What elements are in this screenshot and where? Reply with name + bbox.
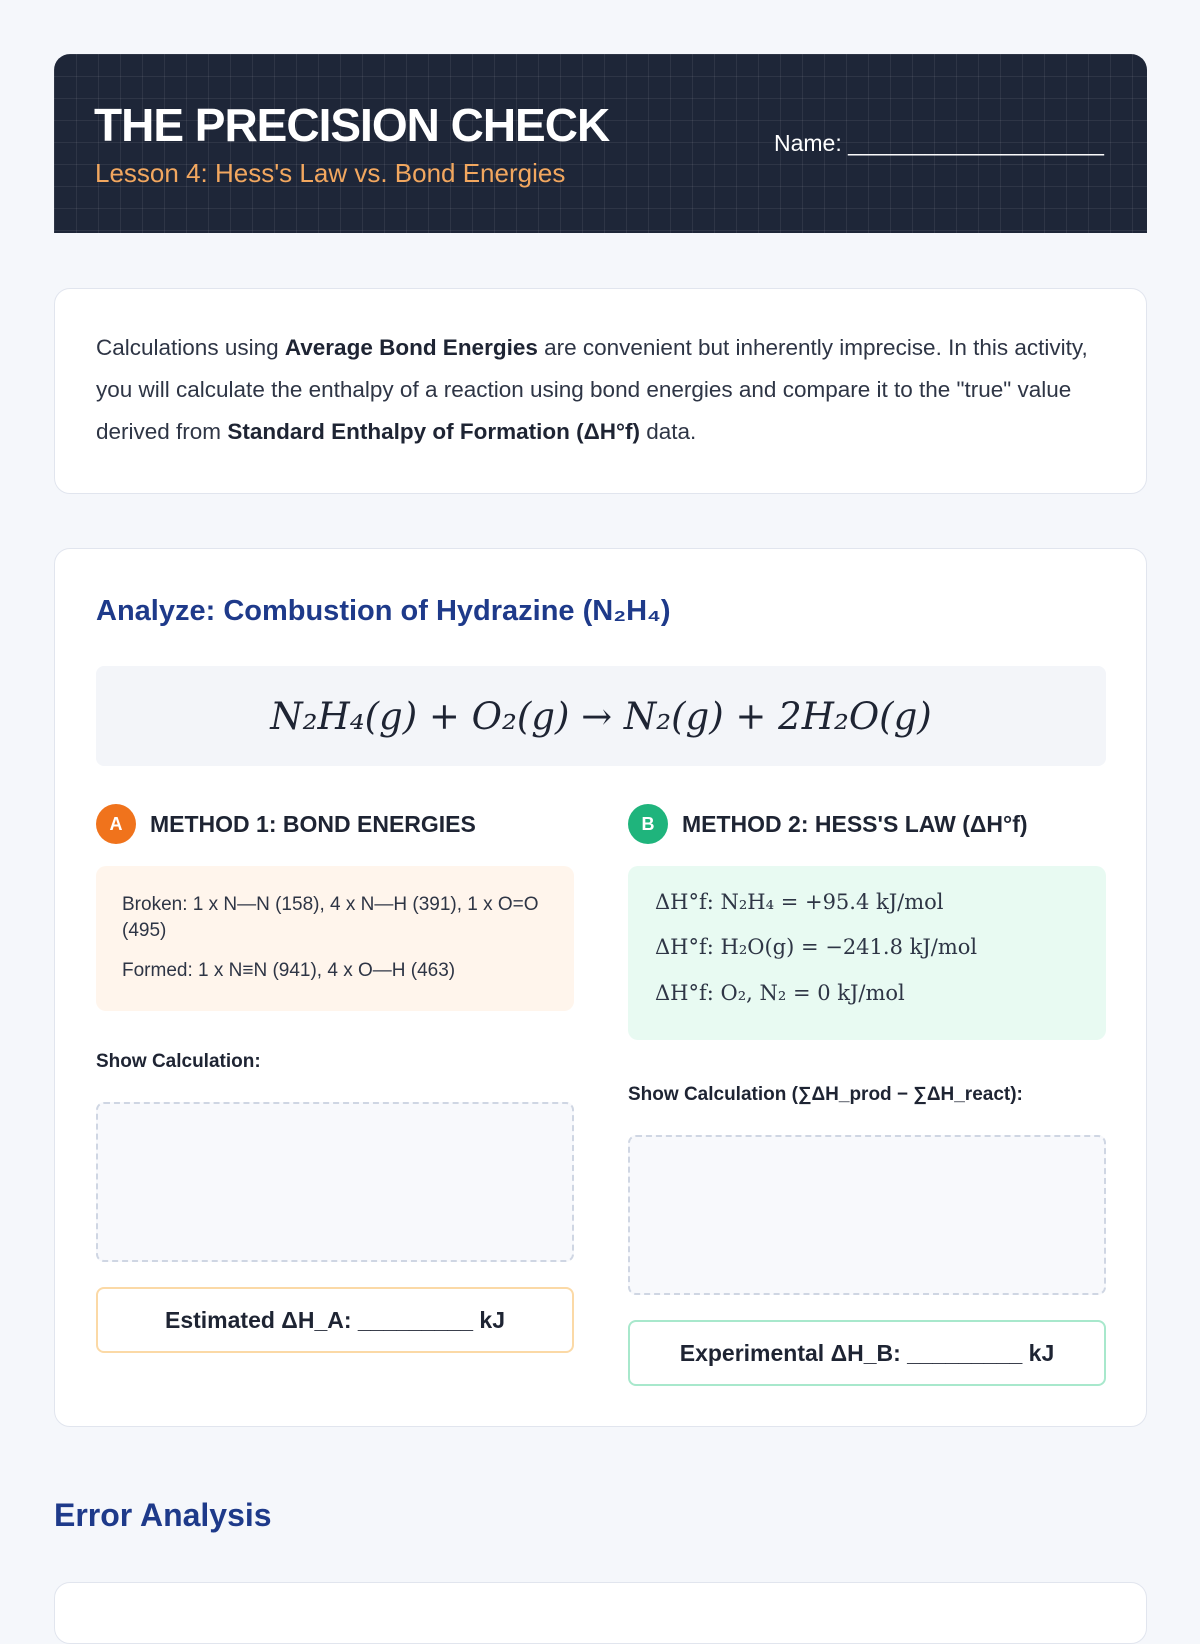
bond-data-box bbox=[96, 866, 574, 1011]
name-field[interactable]: Name: ____________________ bbox=[774, 130, 1104, 156]
lesson-subtitle: Lesson 4: Hess's Law vs. Bond Energies bbox=[95, 158, 566, 188]
error-analysis-heading: Error Analysis bbox=[54, 1497, 272, 1533]
formation-line: ΔH°f: H₂O(g) = −241.8 kJ/mol bbox=[655, 935, 978, 959]
calculation-area-a[interactable] bbox=[96, 1102, 574, 1262]
analyze-card bbox=[54, 548, 1147, 1427]
estimated-answer-box[interactable]: Estimated ΔH_A: _________ kJ bbox=[96, 1287, 574, 1353]
error-analysis-card bbox=[54, 1582, 1147, 1644]
method-a-column bbox=[96, 804, 574, 1333]
calculation-area-b[interactable] bbox=[628, 1135, 1106, 1295]
method-a-badge: A bbox=[96, 804, 136, 844]
method-b-badge: B bbox=[628, 804, 668, 844]
experimental-answer-box[interactable]: Experimental ΔH_B: _________ kJ bbox=[628, 1320, 1106, 1386]
formation-line: ΔH°f: N₂H₄ = +95.4 kJ/mol bbox=[655, 890, 944, 914]
formation-line: ΔH°f: O₂, N₂ = 0 kJ/mol bbox=[655, 981, 905, 1005]
analyze-heading: Analyze: Combustion of Hydrazine (N₂H₄) bbox=[96, 595, 671, 627]
intro-text: Calculations using Average Bond Energies are convenient but inherently imprecise. In this activity, you will calculate the enthalpy of a reaction using bond energies and compare it to the "true" value derived from Standard Enthalpy of Formation (ΔH°f) data. bbox=[96, 335, 1088, 444]
method-a-title: METHOD 1: BOND ENERGIES bbox=[150, 810, 476, 837]
show-calculation-label-a: Show Calculation: bbox=[96, 1051, 261, 1072]
method-b-title: METHOD 2: HESS'S LAW (ΔH°f) bbox=[682, 810, 1028, 837]
bonds-broken: Broken: 1 x N—N (158), 4 x N—H (391), 1 x O=O (495) bbox=[122, 894, 539, 941]
page-title: THE PRECISION CHECK bbox=[94, 99, 610, 151]
method-b-column bbox=[628, 804, 1106, 1366]
worksheet-header bbox=[54, 54, 1147, 233]
intro-card bbox=[54, 288, 1147, 494]
formation-data-box bbox=[628, 866, 1106, 1040]
show-calculation-label-b: Show Calculation (∑ΔH_prod − ∑ΔH_react): bbox=[628, 1084, 1023, 1105]
bonds-formed: Formed: 1 x N≡N (941), 4 x O—H (463) bbox=[122, 960, 456, 981]
reaction-equation: N₂H₄(g) + O₂(g) → N₂(g) + 2H₂O(g) bbox=[96, 666, 1106, 766]
